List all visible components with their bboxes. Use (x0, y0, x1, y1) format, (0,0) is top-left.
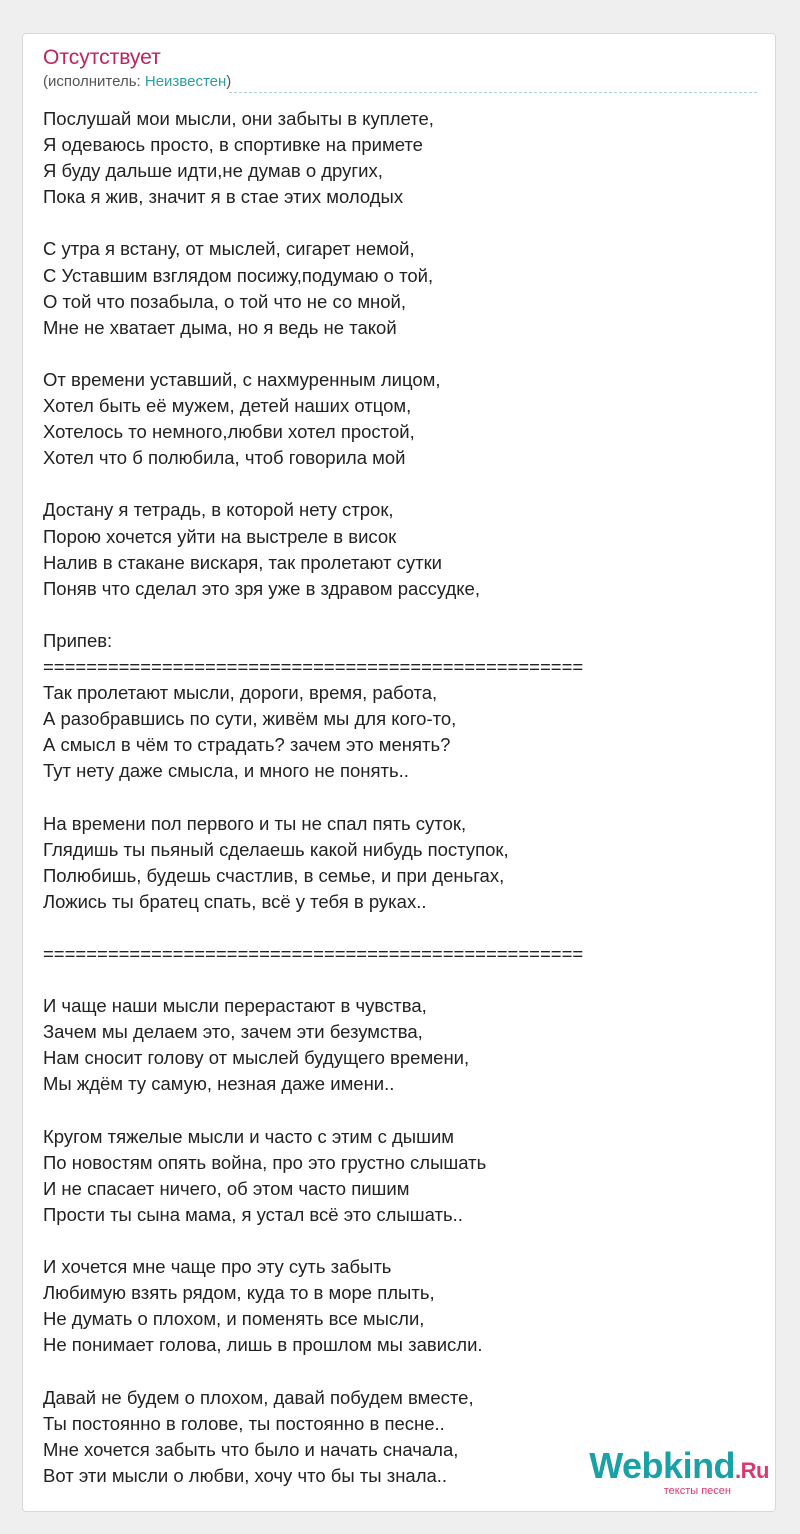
lyric-line: Хотел быть её мужем, детей наших отцом, (43, 395, 412, 417)
lyric-line: Так пролетают мысли, дороги, время, работа, (43, 682, 438, 704)
lyric-line: Достану я тетрадь, в которой нету строк, (43, 499, 394, 521)
lyric-line: По новостям опять война, про это грустно слышать (43, 1151, 487, 1173)
lyric-line: Ложись ты братец спать, всё у тебя в руках.. (43, 890, 427, 912)
lyric-line: Кругом тяжелые мысли и часто с этим с дышим (43, 1125, 455, 1147)
logo-tld: .Ru (735, 1458, 769, 1483)
lyric-blank-line (43, 602, 763, 628)
lyrics-card (22, 33, 776, 1512)
lyric-line: Пока я жив, значит я в стае этих молодых (43, 186, 404, 208)
lyric-line: И не спасает ничего, об этом часто пишим (43, 1177, 410, 1199)
artist-line (43, 72, 231, 92)
logo-wordmark (589, 1445, 769, 1489)
lyric-line: А смысл в чём то страдать? зачем это менять? (43, 734, 451, 756)
lyric-line: Поняв что сделал это зря уже в здравом рассудке, (43, 577, 480, 599)
lyric-line: Зачем мы делаем это, зачем эти безумства, (43, 1021, 423, 1043)
lyric-line: Любимую взять рядом, куда то в море плыть, (43, 1282, 435, 1304)
artist-prefix: (исполнитель: (43, 73, 145, 90)
lyric-blank-line (43, 210, 763, 236)
lyric-line: С утра я встану, от мыслей, сигарет немой, (43, 238, 415, 260)
lyric-line: Мне хочется забыть что было и начать сначала, (43, 1438, 459, 1460)
lyric-line: Налив в стакане вискаря, так пролетают сутки (43, 551, 443, 573)
lyric-line: ================================================== (43, 943, 584, 964)
lyric-blank-line (43, 1098, 763, 1124)
lyric-line: Тут нету даже смысла, и много не понять.. (43, 760, 409, 782)
lyric-line: Прости ты сына мама, я устал всё это слышать.. (43, 1203, 463, 1225)
webkind-logo (589, 1445, 769, 1497)
lyric-line: Не понимает голова, лишь в прошлом мы зависли. (43, 1334, 483, 1356)
artist-link[interactable]: Неизвестен (144, 73, 227, 90)
lyric-blank-line (43, 1359, 763, 1385)
lyric-line: Хотел что б полюбила, чтоб говорила мой (43, 447, 406, 469)
lyric-line: Нам сносит голову от мыслей будущего времени, (43, 1047, 470, 1069)
lyric-line: Не думать о плохом, и поменять все мысли, (43, 1308, 425, 1330)
lyric-blank-line (43, 471, 763, 497)
lyric-line: Припев: (43, 629, 113, 651)
lyric-line: Мне не хватает дыма, но я ведь не такой (43, 316, 397, 338)
lyric-line: А разобравшись по сути, живём мы для кого-то, (43, 708, 457, 730)
lyric-line: И чаще наши мысли перерастают в чувства, (43, 995, 427, 1017)
lyrics-text (43, 106, 763, 1489)
lyric-blank-line (43, 967, 763, 993)
lyric-line: Глядишь ты пьяный сделаешь какой нибудь поступок, (43, 838, 509, 860)
lyric-line: Мы ждём ту самую, незная даже имени.. (43, 1073, 395, 1095)
lyric-line: ================================================== (43, 655, 584, 677)
lyric-line: Порою хочется уйти на выстреле в висок (43, 525, 397, 547)
lyric-blank-line (43, 1228, 763, 1254)
artist-suffix: ) (226, 73, 232, 90)
lyric-line: Послушай мои мысли, они забыты в куплете, (43, 108, 434, 129)
lyric-line: С Уставшим взглядом посижу,подумаю о той, (43, 264, 434, 286)
lyric-line: И хочется мне чаще про эту суть забыть (43, 1256, 392, 1278)
lyric-line: О той что позабыла, о той что не со мной, (43, 290, 407, 312)
lyric-line: Вот эти мысли о любви, хочу что бы ты знала.. (43, 1464, 448, 1486)
lyric-line: На времени пол первого и ты не спал пять суток, (43, 812, 467, 834)
lyric-blank-line (43, 341, 763, 367)
song-title: Отсутствует (43, 46, 161, 69)
lyric-line: Я одеваюсь просто, в спортивке на примете (43, 134, 423, 156)
lyric-line: От времени уставший, с нахмуренным лицом, (43, 368, 441, 390)
lyric-line: Давай не будем о плохом, давай побудем вместе, (43, 1386, 474, 1408)
logo-tagline: тексты песен (663, 1485, 731, 1497)
lyric-blank-line (43, 915, 763, 941)
header-divider (229, 92, 757, 93)
lyric-line: Хотелось то немного,любви хотел простой, (43, 421, 415, 443)
logo-brand: Webkind (589, 1445, 736, 1486)
lyric-line: Полюбишь, будешь счастлив, в семье, и при деньгах, (43, 864, 505, 886)
lyric-blank-line (43, 784, 763, 810)
lyric-line: Я буду дальше идти,не думав о других, (43, 160, 383, 182)
lyric-line: Ты постоянно в голове, ты постоянно в песне.. (43, 1412, 445, 1434)
